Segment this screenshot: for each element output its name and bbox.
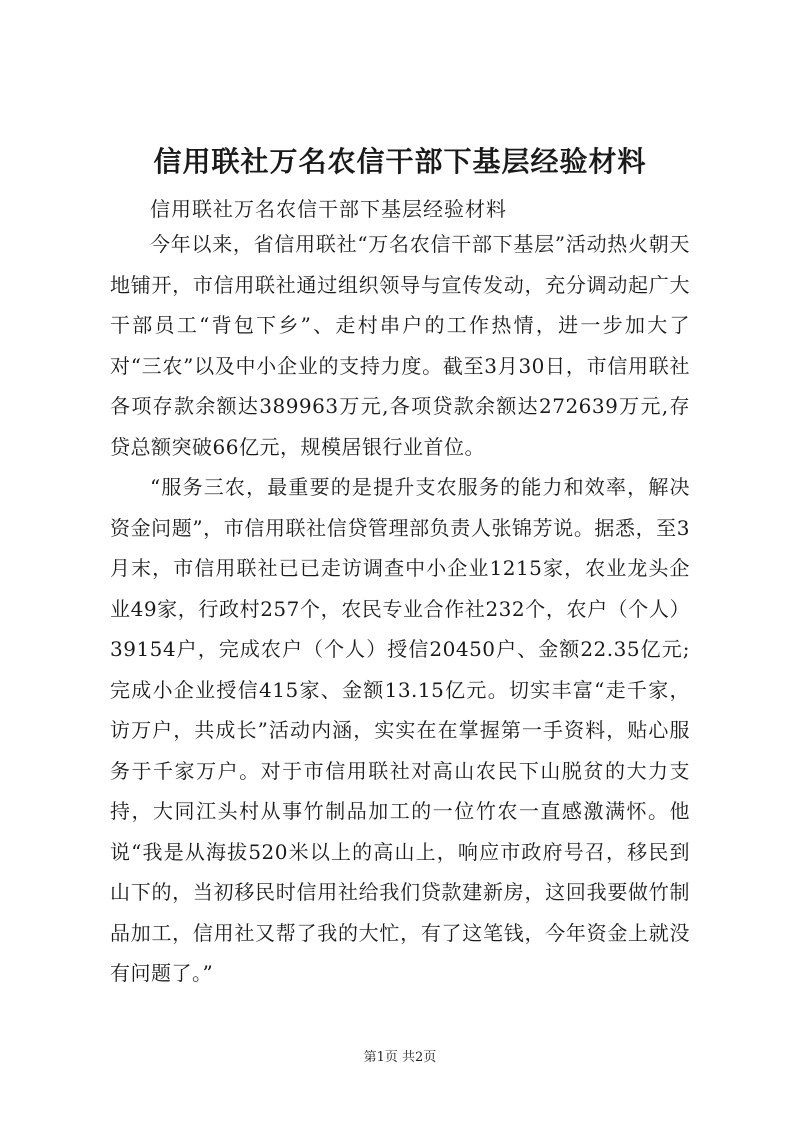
- page-number: 第1页 共2页: [363, 1050, 437, 1065]
- body-paragraph: “服务三农，最重要的是提升支农服务的能力和效率，解决资金问题”，市信用联社信贷管理部负责人张锦芳说。据悉，至3月末，市信用联社已已走访调查中小企业1215家，农业龙头企业49家，行政村257个，农民专业合作社232个，农户（个人）39154户，完成农户（个人）授信20450户、金额22.35亿元; 完成小企业授信415家、金额13.15亿元。切实丰富“走千家，访万户，共成长”活动内涵，实实在在掌握第一手资料，贴心服务于千家万户。对于市信用联社对高山农民下山脱贫的大力支持，大同江头村从事竹制品加工的一位竹农一直感激满怀。他说“我是从海拔520米以上的高山上，响应市政府号召，移民到山下的，当初移民时信用社给我们贷款建新房，这回我要做竹制品加工，信用社又帮了我的大忙，有了这笔钱，今年资金上就没有问题了。”: [110, 475, 690, 985]
- document-subtitle: 信用联社万名农信干部下基层经验材料: [150, 197, 507, 221]
- document-body: [110, 224, 690, 994]
- body-paragraph: 今年以来，省信用联社“万名农信干部下基层”活动热火朝天地铺开，市信用联社通过组织领导与宣传发动，充分调动起广大干部员工“背包下乡”、走村串户的工作热情，进一步加大了对“三农”以及中小企业的支持力度。截至3月30日，市信用联社各项存款余额达389963万元,各项贷款余额达272639万元,存贷总额突破66亿元，规模居银行业首位。: [110, 232, 690, 459]
- document-title: 信用联社万名农信干部下基层经验材料: [153, 145, 647, 178]
